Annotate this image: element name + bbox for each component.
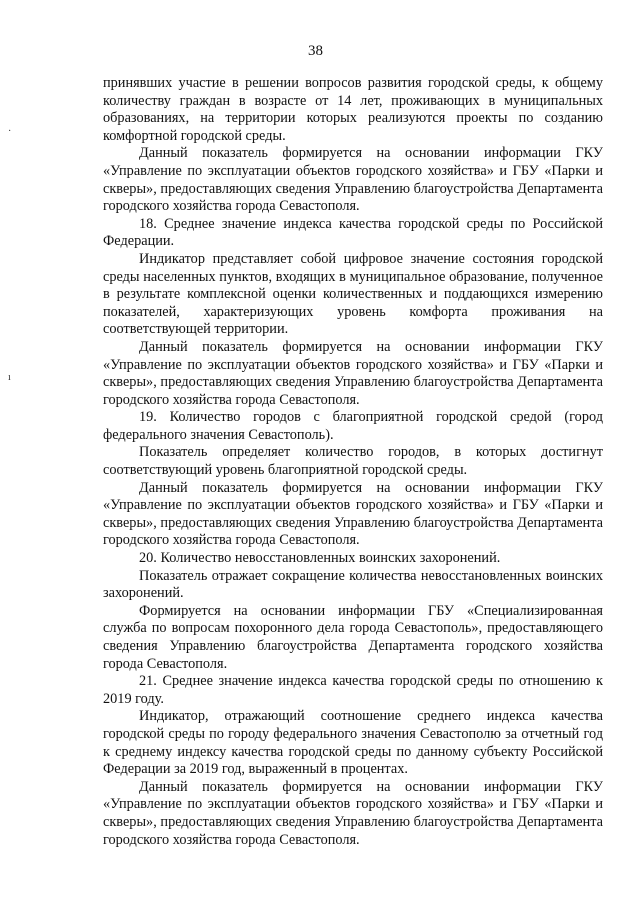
- paragraph: Формируется на основании информации ГБУ «Специализированная служба по вопросам похоронного дела города Севастополь», предоставляющего сведения Управлению благоустройства Департамента городского хозяйства города Севастополя.: [103, 602, 603, 672]
- scan-speck: ı: [8, 372, 11, 383]
- paragraph: Показатель определяет количество городов, в которых достигнут соответствующий уровень благоприятной городской среды.: [103, 444, 603, 479]
- paragraph: Данный показатель формируется на основании информации ГКУ «Управление по эксплуатации объектов городского хозяйства» и ГБУ «Парки и скверы», предоставляющих сведения Управлению благоустройства Департамента городского хозяйства города Севастополя.: [103, 338, 603, 408]
- paragraph: 18. Среднее значение индекса качества городской среды по Российской Федерации.: [103, 215, 603, 250]
- paragraph: Данный показатель формируется на основании информации ГКУ «Управление по эксплуатации объектов городского хозяйства» и ГБУ «Парки и скверы», предоставляющих сведения Управлению благоустройства Департамента городского хозяйства города Севастополя.: [103, 778, 603, 848]
- paragraph: Данный показатель формируется на основании информации ГКУ «Управление по эксплуатации объектов городского хозяйства» и ГБУ «Парки и скверы», предоставляющих сведения Управлению благоустройства Департамента городского хозяйства города Севастополя.: [103, 145, 603, 215]
- paragraph: Показатель отражает сокращение количества невосстановленных воинских захоронений.: [103, 567, 603, 602]
- page-number: 38: [308, 43, 323, 59]
- paragraph: Данный показатель формируется на основании информации ГКУ «Управление по эксплуатации объектов городского хозяйства» и ГБУ «Парки и скверы», предоставляющих сведения Управлению благоустройства Департамента городского хозяйства города Севастополя.: [103, 479, 603, 549]
- paragraph: Индикатор, отражающий соотношение среднего индекса качества городской среды по городу федерального значения Севастополю за отчетный год к среднему индексу качества городской среды по данному субъекту Российской Федерации за 2019 год, выраженный в процентах.: [103, 708, 603, 778]
- paragraph: 21. Среднее значение индекса качества городской среды по отношению к 2019 году.: [103, 673, 603, 707]
- paragraph: 19. Количество городов с благоприятной городской средой (город федерального значения Севастополь).: [103, 409, 603, 443]
- paragraph: Индикатор представляет собой цифровое значение состояния городской среды населенных пунктов, входящих в муниципальное образование, полученное в результате комплексной оценки количественных и поддающихся измерению показателей, характеризующих уровень комфорта проживания на соответствующей территории.: [103, 250, 603, 338]
- paragraph: 20. Количество невосстановленных воинских захоронений.: [139, 550, 501, 567]
- paragraph: принявших участие в решении вопросов развития городской среды, к общему количеству граждан в возрасте от 14 лет, проживающих в муниципальных образованиях, на территории которых реализуются проекты по созданию комфортной городской среды.: [103, 75, 603, 144]
- document-body: [103, 75, 603, 849]
- scan-speck: ·: [8, 126, 12, 137]
